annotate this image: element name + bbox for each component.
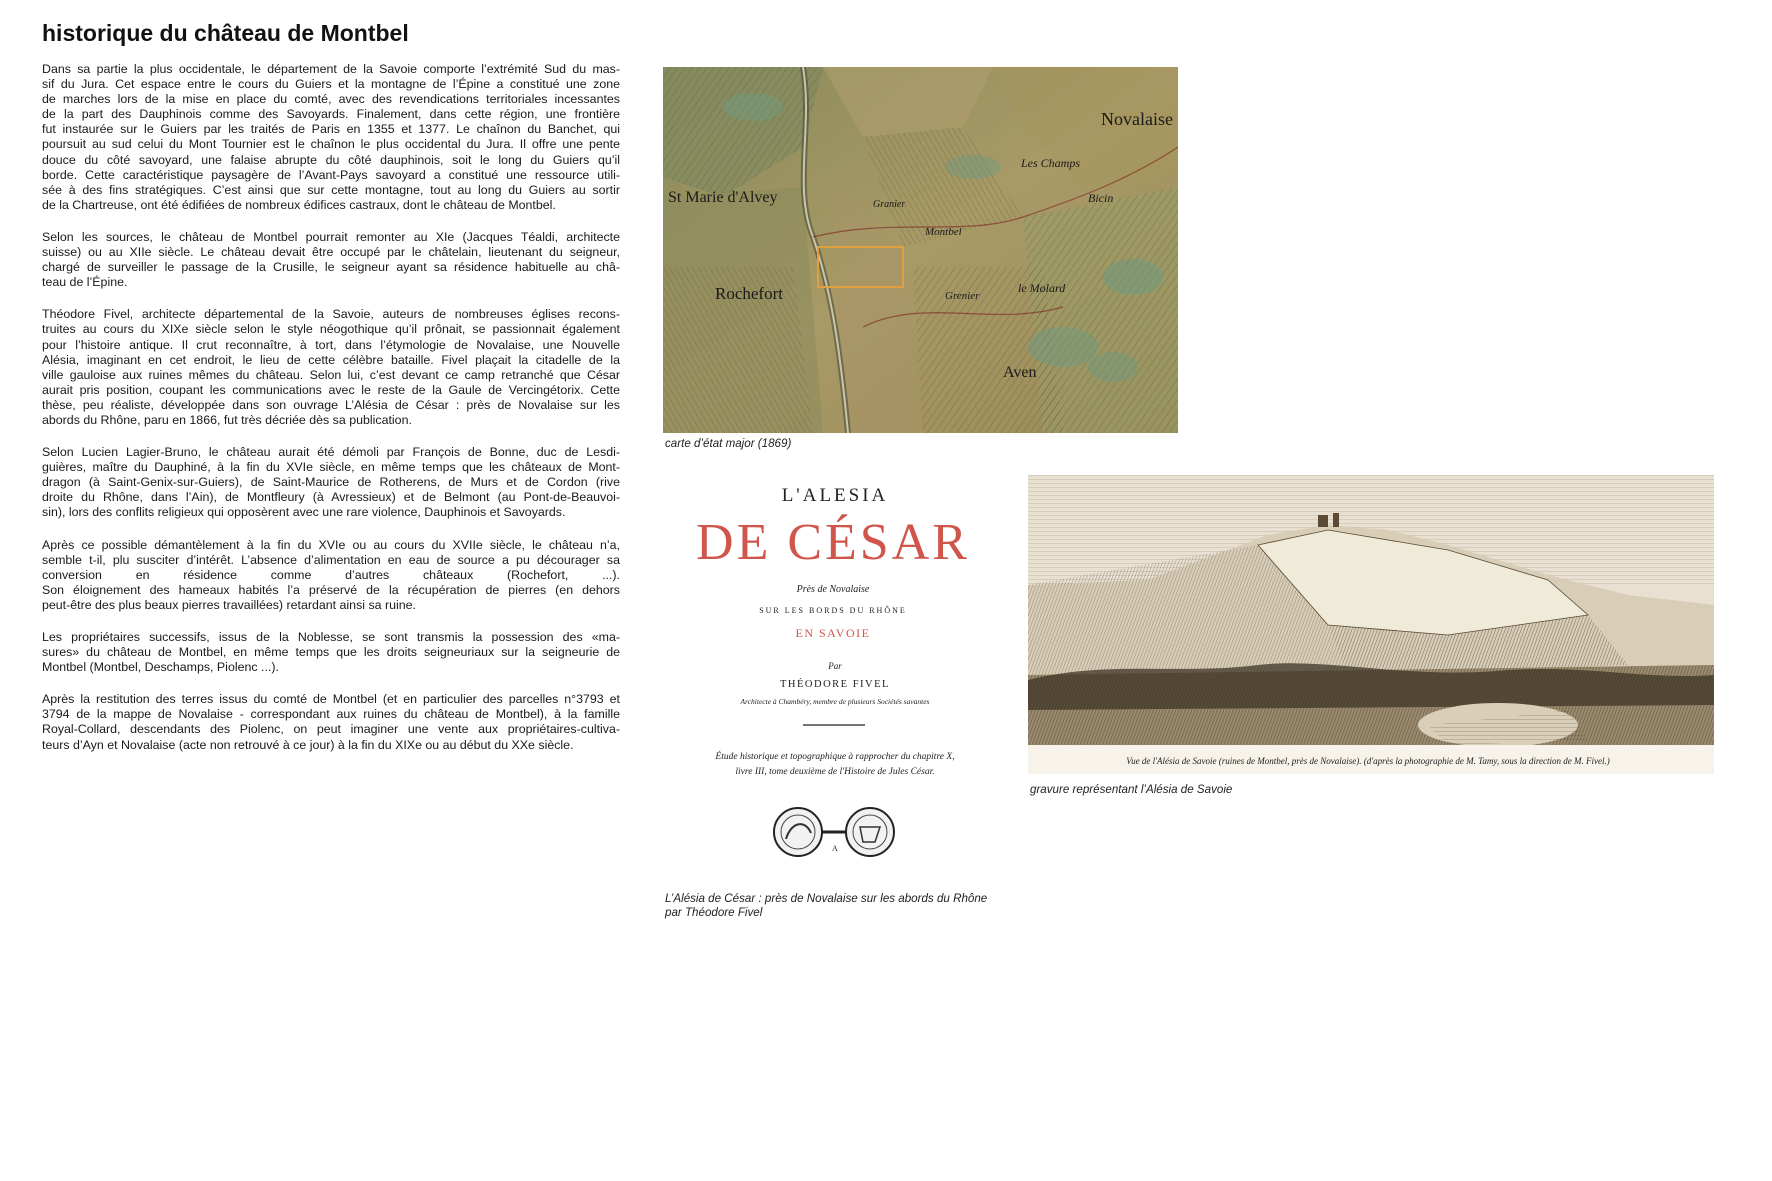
paragraph-line: sures» du château de Montbel, en même temps que les droits seigneuriaux sur la seigneurie de — [42, 645, 620, 660]
paragraph-line: dragon (à Saint-Genix-sur-Guiers), de Saint-Maurice de Rotherens, de Murs et de Cordon (rive — [42, 475, 620, 490]
paragraph-line: conversion en résidence comme d’autres châteaux (Rochefort, ...). — [42, 567, 620, 582]
book-desc1: Étude historique et topographique à rapprocher du chapitre X, — [715, 752, 955, 762]
book-title-line2: DE CÉSAR — [696, 514, 970, 571]
engraving-image — [1028, 475, 1714, 774]
paragraph-line: Après la restitution des terres issus du comté de Montbel (et en particulier des parcelles n°3793 et — [42, 692, 620, 707]
book-caption-line2: par Théodore Fivel — [665, 906, 763, 919]
engraving-caption: gravure représentant l’Alésia de Savoie — [1030, 783, 1233, 796]
book-caption-line1: L’Alésia de César : près de Novalaise sur les abords du Rhône — [665, 892, 988, 905]
paragraph-line: Selon Lucien Lagier-Bruno, le château aurait été démoli par François de Bonne, duc de Lesdi- — [42, 445, 620, 460]
book-desc2: livre III, tome deuxième de l'Histoire de Jules César. — [735, 767, 935, 777]
map-label: Montbel — [925, 226, 962, 238]
map-label: Les Champs — [1021, 156, 1081, 170]
book-region: EN SAVOIE — [795, 626, 871, 640]
map-label: St Marie d'Alvey — [668, 189, 778, 206]
paragraph-line: Montbel (Montbel, Deschamps, Piolenc ...). — [42, 660, 279, 675]
book-title-line1: L'ALESIA — [781, 485, 889, 506]
paragraph-line: truites au cours du XIXe siècle selon le style néogothique qu’il prônait, se passionnait également — [42, 322, 620, 337]
paragraph-line: suisse) ou au XIIe siècle. Le château devait être occupé par le châtelain, lieutenant du seigneur, — [42, 245, 620, 260]
paragraph-line: de la part des Dauphinois comme des Savoyards. Finalement, dans cette région, une frontière — [42, 107, 620, 122]
paragraph-line: Les propriétaires successifs, issus de la Noblesse, se sont transmis la possession des «ma- — [42, 630, 620, 644]
paragraph-6 — [42, 630, 620, 675]
map-label: Rochefort — [715, 284, 783, 303]
svg-text:A: A — [832, 844, 838, 853]
paragraph-line: sée à des fins stratégiques. C’est ainsi que sur cette montagne, tout au long du Guiers au sortir — [42, 182, 620, 197]
map-caption: carte d’état major (1869) — [665, 437, 792, 450]
paragraph-line: douce du côté savoyard, une falaise abrupte du côté dauphinois, soit le long du Guiers qu’il — [42, 152, 620, 167]
paragraph-line: thèse, peu réaliste, développée dans son ouvrage L’Alésia de César : près de Novalaise sur les — [42, 397, 620, 412]
paragraph-1 — [42, 62, 620, 213]
paragraph-line: ville gauloise aux ruines mêmes du château. Selon lui, c’est devant ce camp retranché que César — [42, 367, 620, 382]
paragraph-line: semble t-il, plu susciter d’intérêt. L’absence d’alimentation en eau de source a pu décourager sa — [42, 552, 620, 567]
book-title-page — [663, 467, 998, 877]
paragraph-line: 3794 de la mappe de Novalaise - correspondant aux ruines du château de Montbel), à la famille — [42, 707, 620, 722]
paragraph-5 — [42, 538, 620, 613]
map-label: le Molard — [1018, 281, 1066, 295]
paragraph-line: guières, maître du Dauphiné, à la fin du XVIe siècle, en même temps que les châteaux de Mont- — [42, 460, 620, 475]
book-author: THÉODORE FIVEL — [780, 679, 890, 690]
paragraph-line: teurs d’Ayn et Novalaise (acte non retrouvé à ce jour) à la fin du XIXe ou au début du XXe siècle. — [42, 737, 574, 752]
paragraph-line: Son éloignement des hameaux habités l’a préservé de la récupération de pierres (en dehors — [42, 582, 620, 597]
book-subtitle2: SUR LES BORDS DU RHÔNE — [759, 606, 907, 615]
paragraph-line: sin), lors des conflits religieux qui opposèrent avec une rare violence, Dauphinois et Savoyards. — [42, 505, 566, 520]
book-subtitle: Près de Novalaise — [796, 584, 870, 595]
map-label: Bicin — [1088, 191, 1114, 205]
paragraph-line: Selon les sources, le château de Montbel pourrait remonter au XIe (Jacques Téaldi, architecte — [42, 229, 620, 244]
paragraph-line: abords du Rhône, paru en 1866, fut très décriée dès sa publication. — [42, 412, 412, 427]
paragraph-line: droite du Rhône, dans l’Ain), de Montfleury (à Avressieux) et de Belmont (au Pont-de-Beauvoi- — [42, 490, 620, 505]
paragraph-line: sif du Jura. Cet espace entre le cours du Guiers et la montagne de l’Épine a constitué une zone — [42, 77, 620, 92]
map-label: Aven — [1003, 364, 1037, 381]
page-title: historique du château de Montbel — [42, 20, 409, 46]
paragraph-line: Royal-Collard, descendants des Piolenc, on peut imaginer une vente aux propriétaires-cultiva- — [42, 722, 620, 737]
map-label: Novalaise — [1101, 109, 1173, 129]
paragraph-line: Après ce possible démantèlement à la fin du XVIe ou au cours du XVIIe siècle, le château n’a, — [42, 537, 620, 552]
paragraph-line: peut-être des plus beaux pierres travaillées) retardant ainsi sa ruine. — [42, 597, 416, 612]
paragraph-line: Alésia, imaginant en cet endroit, le lieu de cette célèbre bataille. Fivel plaçait la citadelle de la — [42, 352, 620, 367]
paragraph-line: teau de l’Épine. — [42, 275, 128, 290]
paragraph-4 — [42, 445, 620, 520]
paragraph-line: borde. Cette caractéristique paysagère de l’Avant-Pays savoyard a constitué une ressource utili- — [42, 167, 620, 182]
book-par: Par — [828, 661, 842, 671]
book-author-title: Architecte à Chambéry, membre de plusieurs Sociétés savantes — [740, 697, 930, 706]
staff-map-image — [663, 67, 1178, 433]
engraving-inscription: Vue de l'Alésia de Savoie (ruines de Montbel, près de Novalaise). (d'après la photographie de M. Tamy, sous la direction de M. Fivel.) — [1126, 756, 1610, 766]
paragraph-7 — [42, 692, 620, 752]
paragraph-line: aurait pris position, coupant les communications avec le reste de la Gaule de Vercingétorix. Cette — [42, 382, 620, 397]
map-label: Grenier — [945, 290, 980, 302]
paragraph-2 — [42, 230, 620, 290]
paragraph-line: chargé de surveiller le passage de la Crusille, le seigneur ayant sa résidence habituelle au châ- — [42, 260, 620, 275]
paragraph-line: fut instaurée sur le Guiers par les traités de Paris en 1355 et 1377. Le chaînon du Banchet, qui — [42, 122, 620, 137]
history-text — [42, 62, 620, 770]
paragraph-line: de la Chartreuse, ont été édifiées de nombreux édifices castraux, dont le château de Montbel. — [42, 197, 556, 212]
paragraph-line: Théodore Fivel, architecte départemental de la Savoie, auteurs de nombreuses églises recons- — [42, 307, 620, 322]
paragraph-3 — [42, 307, 620, 428]
paragraph-line: Dans sa partie la plus occidentale, le département de la Savoie comporte l’extrémité Sud du mas- — [42, 62, 620, 76]
map-label: Granier — [873, 199, 906, 210]
paragraph-line: pour l’histoire antique. Il crut reconnaître, à tort, dans l’étymologie de Novalaise, une Nouvelle — [42, 337, 620, 352]
paragraph-line: poursuit au sud celui du Mont Tournier est le chaînon le plus occidental du Jura. Il offre une pente — [42, 137, 620, 152]
paragraph-line: de marches lors de la mise en place du comté, avec des revendications territoriales incessantes — [42, 92, 620, 107]
